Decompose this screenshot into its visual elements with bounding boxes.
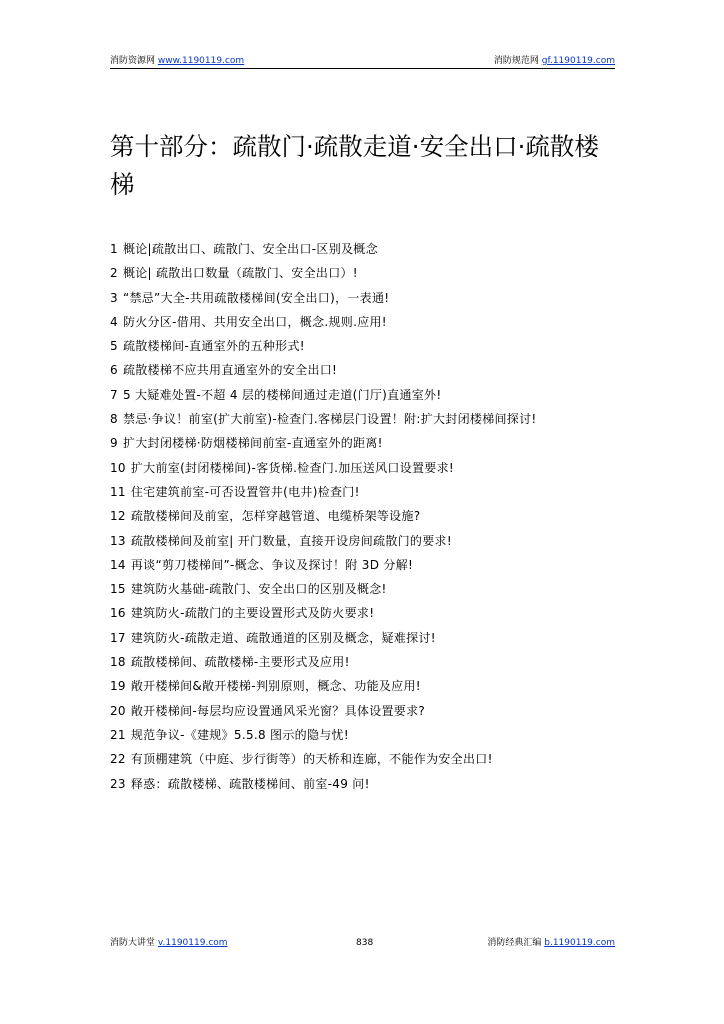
toc-item[interactable] [110,747,618,771]
footer-right-label: 消防经典汇编 [487,938,542,948]
toc-item[interactable] [110,504,618,528]
toc-item[interactable] [110,699,618,723]
header-left [110,54,244,68]
toc-item[interactable] [110,261,618,285]
header-left-link[interactable]: www.1190119.com [157,56,245,66]
toc-item-number: 3 [110,290,118,305]
page-header [110,54,615,69]
toc-item-text: 有顶棚建筑（中庭、步行街等）的天桥和连廊，不能作为安全出口! [130,752,493,767]
header-right [494,54,615,68]
footer-left-link[interactable]: v.1190119.com [157,938,228,948]
page-footer [110,936,615,950]
page-number: 838 [356,938,374,948]
toc-list [110,237,618,796]
toc-item-number: 21 [110,727,126,742]
toc-item-text: 建筑防火基础-疏散门、安全出口的区别及概念! [130,582,387,597]
toc-item-number: 22 [110,752,126,767]
toc-item-text: 再谈“剪刀楼梯间”-概念、争议及探讨！附 3D 分解! [130,557,414,572]
toc-item[interactable] [110,772,618,796]
toc-item-text: 建筑防火-疏散走道、疏散通道的区别及概念，疑难探讨! [130,630,436,645]
footer-right [487,936,615,950]
toc-item[interactable] [110,577,618,601]
toc-item[interactable] [110,553,618,577]
toc-item[interactable] [110,237,618,261]
toc-item-text: 释惑：疏散楼梯、疏散楼梯间、前室-49 问! [130,776,370,791]
toc-item-number: 20 [110,703,126,718]
toc-item-number: 5 [110,339,118,354]
toc-item[interactable] [110,650,618,674]
footer-left-label: 消防大讲堂 [110,938,156,948]
toc-item-text: 概论|疏散出口、疏散门、安全出口-区别及概念 [122,242,378,256]
header-left-label: 消防资源网 [110,56,156,66]
toc-item-number: 18 [110,655,126,670]
toc-item-number: 2 [110,266,118,281]
toc-item-text: 防火分区-借用、共用安全出口，概念.规则.应用! [122,314,387,329]
toc-item-text: 疏散楼梯间及前室，怎样穿越管道、电缆桥架等设施? [130,509,421,524]
toc-item-text: 疏散楼梯间及前室| 开门数量，直接开设房间疏散门的要求! [130,533,452,548]
toc-item-number: 7 [110,387,118,402]
toc-item[interactable] [110,407,618,431]
toc-item[interactable] [110,334,618,358]
toc-item[interactable] [110,626,618,650]
toc-item-text: “禁忌”大全-共用疏散楼梯间(安全出口)，一表通! [122,290,390,305]
toc-item[interactable] [110,529,618,553]
toc-item[interactable] [110,358,618,382]
toc-item-number: 9 [110,436,118,451]
toc-item-text: 疏散楼梯间、疏散楼梯-主要形式及应用! [130,655,350,670]
toc-item-number: 11 [110,484,126,499]
toc-item-number: 16 [110,606,126,621]
header-right-label: 消防规范网 [493,56,539,66]
toc-item-number: 23 [110,776,126,791]
toc-item-text: 住宅建筑前室-可否设置管井(电井)检查门! [130,484,360,499]
toc-item-number: 17 [110,630,126,645]
toc-item-text: 建筑防火-疏散门的主要设置形式及防火要求! [130,606,375,621]
header-right-link[interactable]: gf.1190119.com [541,56,615,66]
toc-item[interactable] [110,286,618,310]
toc-item-number: 19 [110,679,126,694]
toc-item-number: 6 [110,363,118,378]
toc-item-number: 1 [110,242,118,256]
toc-item-text: 扩大前室(封闭楼梯间)-客货梯.检查门.加压送风口设置要求! [130,460,455,475]
toc-item[interactable] [110,456,618,480]
toc-item-text: 禁忌·争议！前室(扩大前室)-检查门.客梯层门设置！附:扩大封闭楼梯间探讨! [122,412,537,427]
toc-item-number: 15 [110,582,126,597]
toc-item-number: 8 [110,412,118,427]
toc-item-text: 敞开楼梯间&敞开楼梯-判别原则，概念、功能及应用! [130,679,421,694]
toc-item[interactable] [110,310,618,334]
toc-item-text: 疏散楼梯间-直通室外的五种形式! [122,339,305,354]
page-title: 第十部分：疏散门·疏散走道·安全出口·疏散楼梯 [110,132,599,199]
toc-item-number: 4 [110,314,118,329]
toc-item-number: 12 [110,509,126,524]
toc-item-text: 扩大封闭楼梯·防烟楼梯间前室-直通室外的距离! [122,436,383,451]
toc-item[interactable] [110,674,618,698]
footer-left [110,936,228,950]
toc-item[interactable] [110,383,618,407]
toc-item[interactable] [110,601,618,625]
footer-right-link[interactable]: b.1190119.com [544,938,615,948]
toc-item-number: 13 [110,533,126,548]
toc-item[interactable] [110,723,618,747]
toc-item-text: 5 大疑难处置-不超 4 层的楼梯间通过走道(门厅)直通室外! [122,387,442,402]
toc-item-text: 敞开楼梯间-每层均应设置通风采光窗？具体设置要求? [130,703,426,718]
toc-item-text: 规范争议-《建规》5.5.8 图示的隐与忧! [130,727,349,742]
toc-item-text: 概论| 疏散出口数量（疏散门、安全出口）! [122,266,358,281]
toc-item-number: 14 [110,557,126,572]
toc-item-text: 疏散楼梯不应共用直通室外的安全出口! [122,363,338,378]
toc-item[interactable] [110,480,618,504]
toc-item[interactable] [110,431,618,455]
toc-item-number: 10 [110,460,126,475]
